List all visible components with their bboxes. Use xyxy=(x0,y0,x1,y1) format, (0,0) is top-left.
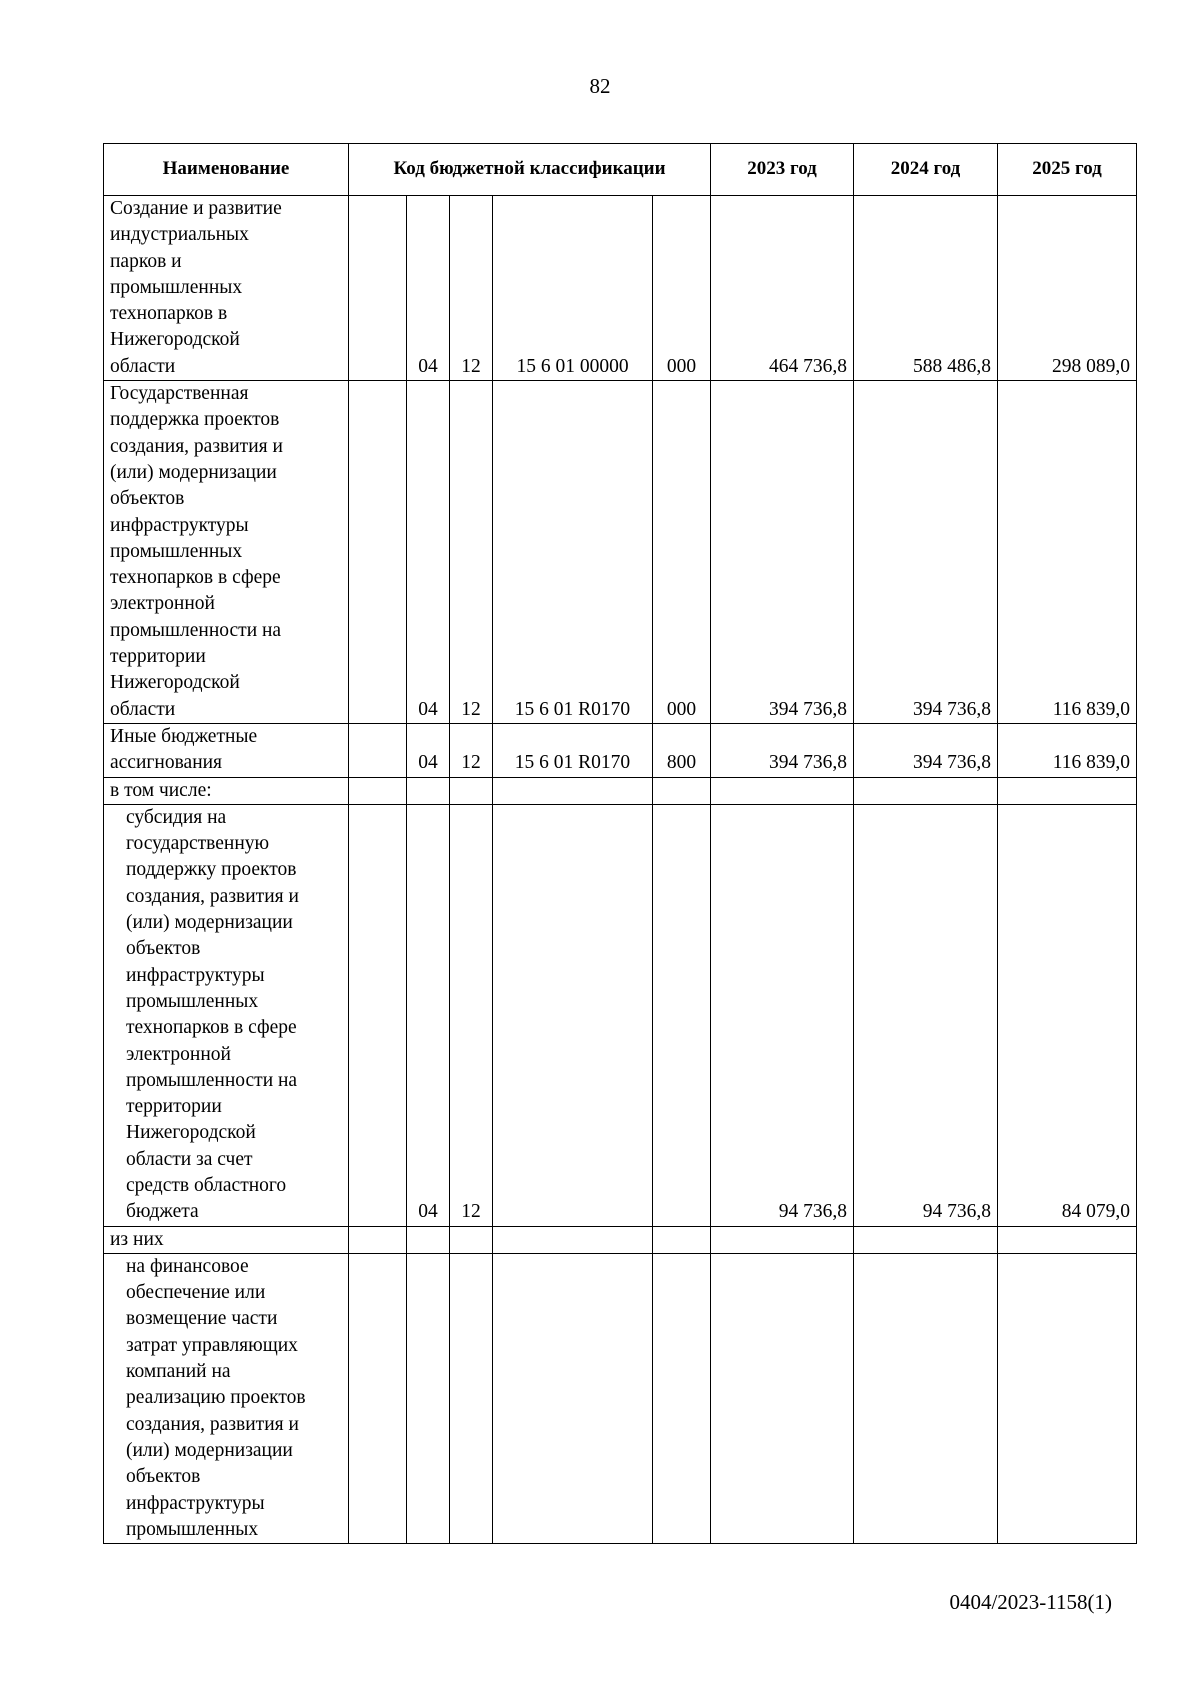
code-section xyxy=(407,1226,450,1253)
code-target-article xyxy=(493,804,653,1226)
value-2025: 298 089,0 xyxy=(998,196,1137,381)
code-col-1 xyxy=(349,196,407,381)
header-2023: 2023 год xyxy=(711,144,854,196)
value-2023 xyxy=(711,777,854,804)
value-2023: 464 736,8 xyxy=(711,196,854,381)
row-name: Государственная поддержка проектов создания, развития и (или) модернизации объектов инфраструктуры промышленных технопарков в сфере электронной промышленности на территории Нижегородской области xyxy=(110,383,283,720)
value-2024: 394 736,8 xyxy=(854,723,998,777)
header-2025: 2025 год xyxy=(998,144,1137,196)
code-subsection xyxy=(450,1226,493,1253)
table-row xyxy=(104,777,1137,804)
code-section xyxy=(407,1253,450,1543)
code-section xyxy=(407,777,450,804)
code-col-1 xyxy=(349,804,407,1226)
code-expense-type: 000 xyxy=(653,196,711,381)
value-2024: 94 736,8 xyxy=(854,804,998,1226)
row-name: в том числе: xyxy=(110,779,212,801)
row-name: из них xyxy=(110,1228,164,1250)
code-target-article xyxy=(493,1226,653,1253)
table-row xyxy=(104,196,1137,381)
value-2025 xyxy=(998,777,1137,804)
value-2024: 394 736,8 xyxy=(854,381,998,724)
code-expense-type xyxy=(653,1253,711,1543)
header-2024: 2024 год xyxy=(854,144,998,196)
code-target-article xyxy=(493,777,653,804)
table-row xyxy=(104,1253,1137,1543)
code-col-1 xyxy=(349,1226,407,1253)
code-section: 04 xyxy=(407,804,450,1226)
value-2025 xyxy=(998,1226,1137,1253)
code-col-1 xyxy=(349,777,407,804)
code-expense-type: 000 xyxy=(653,381,711,724)
value-2025: 116 839,0 xyxy=(998,381,1137,724)
value-2023: 394 736,8 xyxy=(711,381,854,724)
code-target-article xyxy=(493,1253,653,1543)
code-expense-type xyxy=(653,777,711,804)
table-row xyxy=(104,723,1137,777)
code-section: 04 xyxy=(407,723,450,777)
code-expense-type xyxy=(653,1226,711,1253)
value-2025: 84 079,0 xyxy=(998,804,1137,1226)
code-target-article: 15 6 01 R0170 xyxy=(493,381,653,724)
code-expense-type: 800 xyxy=(653,723,711,777)
code-subsection: 12 xyxy=(450,723,493,777)
code-section: 04 xyxy=(407,196,450,381)
value-2025 xyxy=(998,1253,1137,1543)
row-name: Иные бюджетные ассигнования xyxy=(110,725,258,774)
code-target-article: 15 6 01 00000 xyxy=(493,196,653,381)
row-name: субсидия на государственную поддержку проектов создания, развития и (или) модернизации объектов инфраструктуры промышленных технопарков в сфере электронной промышленности на территории Нижегородской области за счет средств областного бюджета xyxy=(126,806,299,1223)
value-2023: 94 736,8 xyxy=(711,804,854,1226)
value-2023 xyxy=(711,1253,854,1543)
table-row xyxy=(104,381,1137,724)
value-2024 xyxy=(854,1253,998,1543)
value-2023: 394 736,8 xyxy=(711,723,854,777)
page-number: 82 xyxy=(589,74,611,98)
code-col-1 xyxy=(349,381,407,724)
code-subsection: 12 xyxy=(450,196,493,381)
code-subsection xyxy=(450,777,493,804)
header-budget-code: Код бюджетной классификации xyxy=(349,144,711,196)
code-target-article: 15 6 01 R0170 xyxy=(493,723,653,777)
code-subsection xyxy=(450,1253,493,1543)
code-col-1 xyxy=(349,723,407,777)
value-2025: 116 839,0 xyxy=(998,723,1137,777)
code-expense-type xyxy=(653,804,711,1226)
row-name: Создание и развитие индустриальных парков и промышленных технопарков в Нижегородской области xyxy=(110,198,282,377)
code-subsection: 12 xyxy=(450,804,493,1226)
document-registration-code: 0404/2023-1158(1) xyxy=(949,1590,1112,1614)
value-2024: 588 486,8 xyxy=(854,196,998,381)
table-header-row xyxy=(104,144,1137,196)
table-row xyxy=(104,804,1137,1226)
row-name: на финансовое обеспечение или возмещение части затрат управляющих компаний на реализацию проектов создания, развития и (или) модернизации объектов инфраструктуры промышленных xyxy=(126,1255,306,1540)
table-row xyxy=(104,1226,1137,1253)
value-2024 xyxy=(854,777,998,804)
budget-table xyxy=(103,143,1137,1544)
code-col-1 xyxy=(349,1253,407,1543)
header-name: Наименование xyxy=(104,144,349,196)
code-section: 04 xyxy=(407,381,450,724)
code-subsection: 12 xyxy=(450,381,493,724)
value-2024 xyxy=(854,1226,998,1253)
value-2023 xyxy=(711,1226,854,1253)
